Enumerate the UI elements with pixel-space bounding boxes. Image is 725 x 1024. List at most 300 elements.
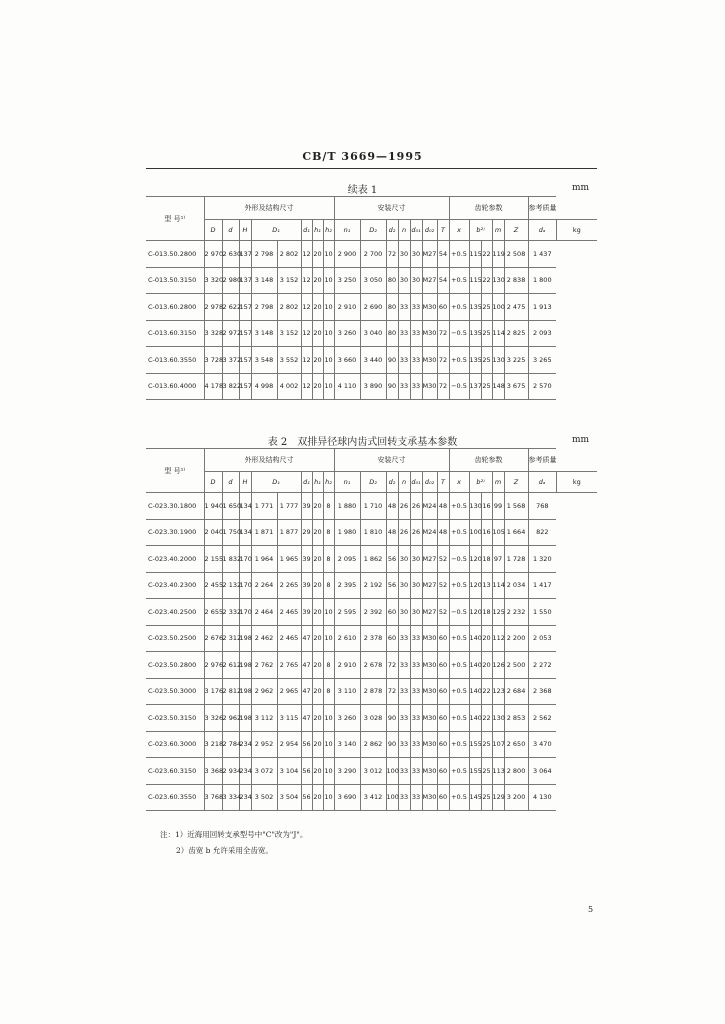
note-2: 2）齿宽 b 允许采用全齿宽。 [176, 846, 273, 855]
table-cell: 3 290 [334, 758, 360, 785]
table-cell: 33 [410, 373, 422, 400]
table-cell: 39 [301, 493, 312, 520]
table-cell: 20 [312, 625, 323, 652]
table-cell: 60 [437, 758, 449, 785]
table-cell: 140 [469, 625, 481, 652]
model-cell: C-013.60.2800 [146, 294, 204, 321]
table-cell: 3 104 [277, 758, 301, 785]
table-cell: 39 [301, 546, 312, 573]
table-cell: 25 [481, 784, 492, 811]
table-cell: 30 [410, 546, 422, 573]
model-cell: C-013.60.3150 [146, 320, 204, 347]
table-row [146, 347, 597, 374]
table-cell: 2 612 [222, 652, 239, 679]
table2-subheader: n [398, 472, 410, 493]
table-cell: +0.5 [449, 347, 469, 374]
table-cell: 10 [323, 599, 334, 626]
table-cell: 1 940 [204, 493, 222, 520]
table-cell: 25 [481, 373, 492, 400]
table-cell: 2 040 [204, 519, 222, 546]
table-cell: 3 140 [334, 731, 360, 758]
table-cell: 33 [410, 758, 422, 785]
table2-subheader: D₂ [360, 472, 386, 493]
table-cell: 48 [437, 519, 449, 546]
table1-subheader: D₁ [251, 220, 301, 241]
table2-subheader: x [449, 472, 469, 493]
table2-subheader: D₁ [251, 472, 301, 493]
table-cell: 26 [398, 493, 410, 520]
table-cell: 33 [410, 678, 422, 705]
table2-subheader: Z [504, 472, 528, 493]
table-cell: 1 568 [504, 493, 528, 520]
table-cell: 30 [398, 599, 410, 626]
table-cell: 56 [301, 758, 312, 785]
table-cell: 4 130 [528, 784, 556, 811]
top-rule [146, 168, 597, 169]
table-cell: 2 798 [251, 241, 277, 268]
table2-header-outline: 外形及结构尺寸 [204, 449, 334, 472]
table-cell: 2 980 [222, 267, 239, 294]
table-cell: 1 810 [360, 519, 386, 546]
model-cell: C-013.60.4000 [146, 373, 204, 400]
table2-subheader: d [222, 472, 239, 493]
table-cell: 3 225 [504, 347, 528, 374]
table2-subheader: dₐ [528, 472, 556, 493]
table-cell: 768 [528, 493, 556, 520]
table-cell: 120 [469, 572, 481, 599]
table-cell: +0.5 [449, 267, 469, 294]
table1-subheader: D [204, 220, 222, 241]
table-cell: 114 [492, 572, 504, 599]
table-cell: 2 878 [360, 678, 386, 705]
table-cell: 20 [312, 546, 323, 573]
model-cell: C-023.50.2500 [146, 625, 204, 652]
table-cell: 56 [301, 731, 312, 758]
table-row [146, 519, 597, 546]
table-cell: 145 [469, 784, 481, 811]
table-cell: 2 265 [277, 572, 301, 599]
table-cell: 56 [386, 572, 398, 599]
table-cell: 119 [492, 241, 504, 268]
model-cell: C-023.60.3150 [146, 758, 204, 785]
table-cell: 33 [398, 347, 410, 374]
model-cell: C-013.50.3150 [146, 267, 204, 294]
table-row [146, 572, 597, 599]
table1-header-mass: 参考质量 [528, 197, 556, 220]
table-cell: 2 462 [251, 625, 277, 652]
table-row [146, 731, 597, 758]
table-cell: 8 [323, 572, 334, 599]
table-cell: 3 412 [360, 784, 386, 811]
table2-caption: 表 2 双排异径球内齿式回转支承基本参数 [267, 437, 458, 448]
table2-subheader: n₁ [334, 472, 360, 493]
table-cell: M24 [422, 493, 437, 520]
table-cell: 2 784 [222, 731, 239, 758]
table-cell: 2 972 [222, 320, 239, 347]
table-cell: 80 [386, 294, 398, 321]
table-cell: 3 372 [222, 347, 239, 374]
table-cell: 2 465 [277, 625, 301, 652]
table2-header-gear: 齿轮参数 [449, 449, 528, 472]
table-cell: 90 [386, 731, 398, 758]
model-cell: C-023.50.2800 [146, 652, 204, 679]
table-cell: 20 [312, 493, 323, 520]
table-cell: 2 952 [251, 731, 277, 758]
table-cell: 10 [323, 758, 334, 785]
table-cell: 130 [469, 493, 481, 520]
table-cell: 105 [492, 519, 504, 546]
table-cell: 155 [469, 758, 481, 785]
table-cell: 4 178 [204, 373, 222, 400]
table-cell: 4 998 [251, 373, 277, 400]
table-cell: 30 [410, 599, 422, 626]
table-cell: 33 [410, 731, 422, 758]
table-cell: 99 [492, 493, 504, 520]
table-cell: 60 [437, 625, 449, 652]
table-cell: 22 [481, 267, 492, 294]
table-cell: 1 650 [222, 493, 239, 520]
table-cell: 72 [437, 347, 449, 374]
table-cell: 12 [301, 267, 312, 294]
table-cell: 72 [386, 678, 398, 705]
table-cell: 12 [301, 241, 312, 268]
table-cell: 2 332 [222, 599, 239, 626]
table2-subheader: d₁ [301, 472, 312, 493]
table-cell: 135 [469, 320, 481, 347]
table-cell: 198 [239, 625, 251, 652]
table2-header-model: 型 号¹⁾ [146, 449, 204, 493]
table-cell: 2 765 [277, 652, 301, 679]
table-cell: 10 [323, 347, 334, 374]
table-cell: 3 200 [504, 784, 528, 811]
model-cell: C-013.50.2800 [146, 241, 204, 268]
table-cell: +0.5 [449, 519, 469, 546]
table-cell: 4 110 [334, 373, 360, 400]
table-cell: 100 [492, 294, 504, 321]
table-cell: 3 440 [360, 347, 386, 374]
standard-header: CB/T 3669—1995 [302, 150, 423, 163]
table-cell: 20 [312, 294, 323, 321]
table-row [146, 625, 597, 652]
table-cell: M27 [422, 599, 437, 626]
table-cell: 3 012 [360, 758, 386, 785]
table-cell: 2 838 [504, 267, 528, 294]
table-cell: 3 260 [334, 705, 360, 732]
page-number: 5 [588, 905, 594, 914]
table-cell: 3 110 [334, 678, 360, 705]
table-cell: 56 [386, 546, 398, 573]
table-cell: M30 [422, 731, 437, 758]
table1-caption: 续表 1 [347, 185, 378, 196]
table-cell: M27 [422, 572, 437, 599]
table-cell: 157 [239, 373, 251, 400]
table1-subheader: T [437, 220, 449, 241]
table-cell: M30 [422, 784, 437, 811]
table-cell: 2 962 [251, 678, 277, 705]
table-cell: 3 328 [204, 320, 222, 347]
table-cell: 2 034 [504, 572, 528, 599]
table1-subheader: d₀₁ [410, 220, 422, 241]
table-cell: 120 [469, 599, 481, 626]
table-cell: 3 148 [251, 320, 277, 347]
table-cell: 234 [239, 784, 251, 811]
table-cell: 33 [398, 731, 410, 758]
table-cell: 2 272 [528, 652, 556, 679]
table-cell: 18 [481, 546, 492, 573]
table-cell: 137 [469, 373, 481, 400]
table-cell: 2 312 [222, 625, 239, 652]
table-cell: 33 [398, 784, 410, 811]
table-cell: 3 470 [528, 731, 556, 758]
table1-subheader: Z [504, 220, 528, 241]
table-cell: 12 [301, 373, 312, 400]
table-cell: 3 548 [251, 347, 277, 374]
table-cell: 80 [386, 320, 398, 347]
table-cell: 30 [410, 267, 422, 294]
table-cell: 20 [312, 267, 323, 294]
table-cell: 3 250 [334, 267, 360, 294]
table-cell: 90 [386, 705, 398, 732]
table-cell: 2 650 [504, 731, 528, 758]
model-cell: C-023.40.2000 [146, 546, 204, 573]
table-cell: −0.5 [449, 599, 469, 626]
table-cell: 3 890 [360, 373, 386, 400]
table-cell: 48 [386, 493, 398, 520]
table-cell: 48 [437, 493, 449, 520]
table-cell: 52 [437, 572, 449, 599]
table-cell: 20 [312, 731, 323, 758]
table-cell: 72 [386, 241, 398, 268]
table-cell: M30 [422, 347, 437, 374]
table-cell: 2 378 [360, 625, 386, 652]
table-cell: 26 [410, 493, 422, 520]
table-cell: 10 [323, 784, 334, 811]
table-cell: 33 [410, 652, 422, 679]
table2-subheader: kg [556, 472, 597, 493]
table-cell: 2 970 [204, 241, 222, 268]
table-cell: 54 [437, 241, 449, 268]
table-cell: 3 064 [528, 758, 556, 785]
table-cell: 100 [386, 784, 398, 811]
table-cell: 2 095 [334, 546, 360, 573]
table-cell: 20 [312, 758, 323, 785]
table-cell: 1 800 [528, 267, 556, 294]
table-cell: 115 [469, 267, 481, 294]
table-cell: 39 [301, 599, 312, 626]
table2-subheader: T [437, 472, 449, 493]
table-cell: 72 [437, 320, 449, 347]
table-cell: 20 [312, 678, 323, 705]
table-cell: 2 368 [528, 678, 556, 705]
table-cell: 26 [410, 519, 422, 546]
table1 [146, 196, 597, 400]
table-cell: 25 [481, 731, 492, 758]
table-cell: 1 664 [504, 519, 528, 546]
table-cell: 33 [410, 347, 422, 374]
table-cell: M30 [422, 678, 437, 705]
table-cell: 3 152 [277, 320, 301, 347]
table-cell: 3 260 [334, 320, 360, 347]
table-cell: 39 [301, 572, 312, 599]
table-cell: 3 072 [251, 758, 277, 785]
table-cell: 18 [481, 599, 492, 626]
table2-header-mass: 参考质量 [528, 449, 556, 472]
table-cell: 2 570 [528, 373, 556, 400]
table-cell: 4 002 [277, 373, 301, 400]
table-cell: 48 [386, 519, 398, 546]
table-cell: 2 910 [334, 652, 360, 679]
table-cell: 10 [323, 320, 334, 347]
table-cell: 2 093 [528, 320, 556, 347]
table-cell: 130 [492, 705, 504, 732]
table-cell: M27 [422, 267, 437, 294]
table-cell: 112 [492, 625, 504, 652]
table-cell: 8 [323, 678, 334, 705]
table-cell: 60 [437, 294, 449, 321]
table-cell: M30 [422, 705, 437, 732]
table-cell: 60 [437, 652, 449, 679]
table-cell: 1 550 [528, 599, 556, 626]
table-cell: 22 [481, 705, 492, 732]
table2-subheader: m [492, 472, 504, 493]
table-cell: 2 200 [504, 625, 528, 652]
table-cell: 33 [398, 373, 410, 400]
table1-subheader: dₐ [528, 220, 556, 241]
table2-header-install: 安装尺寸 [334, 449, 449, 472]
table-cell: −0.5 [449, 546, 469, 573]
table-cell: −0.5 [449, 373, 469, 400]
table1-subheader: d₂ [386, 220, 398, 241]
table-row [146, 758, 597, 785]
table-cell: +0.5 [449, 572, 469, 599]
table1-unit: mm [572, 183, 590, 193]
table-cell: 30 [398, 572, 410, 599]
table-cell: 1 880 [334, 493, 360, 520]
table-cell: 3 028 [360, 705, 386, 732]
table-cell: 2 762 [251, 652, 277, 679]
table-cell: 2 976 [204, 652, 222, 679]
table-row [146, 267, 597, 294]
table-cell: 10 [323, 241, 334, 268]
table-cell: 100 [469, 519, 481, 546]
table-cell: 2 465 [277, 599, 301, 626]
table-cell: 1 964 [251, 546, 277, 573]
table-cell: 198 [239, 705, 251, 732]
table-cell: 130 [492, 267, 504, 294]
table-row [146, 241, 597, 268]
table2-subheader: h₂ [323, 472, 334, 493]
table-row [146, 705, 597, 732]
table-cell: 120 [469, 546, 481, 573]
table-cell: 25 [481, 758, 492, 785]
table-cell: 822 [528, 519, 556, 546]
table-cell: 20 [312, 320, 323, 347]
table-cell: M30 [422, 652, 437, 679]
table-cell: 1 750 [222, 519, 239, 546]
table-cell: 1 710 [360, 493, 386, 520]
table-cell: 33 [410, 320, 422, 347]
table-cell: 2 962 [222, 705, 239, 732]
table-cell: 157 [239, 294, 251, 321]
table1-subheader: H [239, 220, 251, 241]
table-cell: 123 [492, 678, 504, 705]
table-cell: 1 320 [528, 546, 556, 573]
note-1: 注：1）近海用回转支承型号中"C"改为"J"。 [160, 830, 308, 839]
table-cell: +0.5 [449, 678, 469, 705]
table-cell: 3 552 [277, 347, 301, 374]
table-cell: 134 [239, 519, 251, 546]
table-cell: 170 [239, 546, 251, 573]
table-cell: 47 [301, 625, 312, 652]
table2-subheader: H [239, 472, 251, 493]
model-cell: C-023.50.3000 [146, 678, 204, 705]
table-cell: 20 [312, 599, 323, 626]
table-row [146, 546, 597, 573]
table-cell: M27 [422, 241, 437, 268]
table-cell: 8 [323, 546, 334, 573]
table-cell: M24 [422, 519, 437, 546]
table-cell: 107 [492, 731, 504, 758]
table-row [146, 652, 597, 679]
table-cell: 157 [239, 347, 251, 374]
table-cell: +0.5 [449, 294, 469, 321]
model-cell: C-023.30.1800 [146, 493, 204, 520]
table-cell: 234 [239, 731, 251, 758]
table-cell: −0.5 [449, 320, 469, 347]
table-cell: 33 [398, 320, 410, 347]
table-cell: 134 [239, 493, 251, 520]
table-cell: 8 [323, 652, 334, 679]
table-cell: 33 [398, 705, 410, 732]
table-cell: 2 155 [204, 546, 222, 573]
table-cell: 2 053 [528, 625, 556, 652]
table-cell: 2 630 [222, 241, 239, 268]
model-cell: C-023.60.3000 [146, 731, 204, 758]
table-cell: 10 [323, 267, 334, 294]
table-cell: 25 [481, 294, 492, 321]
table1-subheader: n [398, 220, 410, 241]
table-cell: 20 [481, 652, 492, 679]
table-cell: +0.5 [449, 758, 469, 785]
table-row [146, 784, 597, 811]
table1-subheader: d₁ [301, 220, 312, 241]
table-cell: 20 [312, 705, 323, 732]
table1-subheader: d₀₂ [422, 220, 437, 241]
table-cell: 2 853 [504, 705, 528, 732]
table-cell: 2 676 [204, 625, 222, 652]
model-cell: C-023.30.1900 [146, 519, 204, 546]
table-cell: M30 [422, 625, 437, 652]
table-cell: 1 771 [251, 493, 277, 520]
table-cell: 3 050 [360, 267, 386, 294]
table-cell: 3 112 [251, 705, 277, 732]
table-cell: M30 [422, 758, 437, 785]
table-cell: M27 [422, 546, 437, 573]
table-cell: 2 455 [204, 572, 222, 599]
table-cell: 52 [437, 599, 449, 626]
table-cell: 10 [323, 625, 334, 652]
table-cell: 2 655 [204, 599, 222, 626]
table-cell: 135 [469, 294, 481, 321]
table2-unit: mm [572, 435, 590, 445]
table-cell: 52 [437, 546, 449, 573]
table-cell: 33 [398, 678, 410, 705]
table-cell: 155 [469, 731, 481, 758]
table1-subheader: x [449, 220, 469, 241]
table-cell: 2 978 [204, 294, 222, 321]
table-cell: 33 [410, 784, 422, 811]
table-cell: 234 [239, 758, 251, 785]
